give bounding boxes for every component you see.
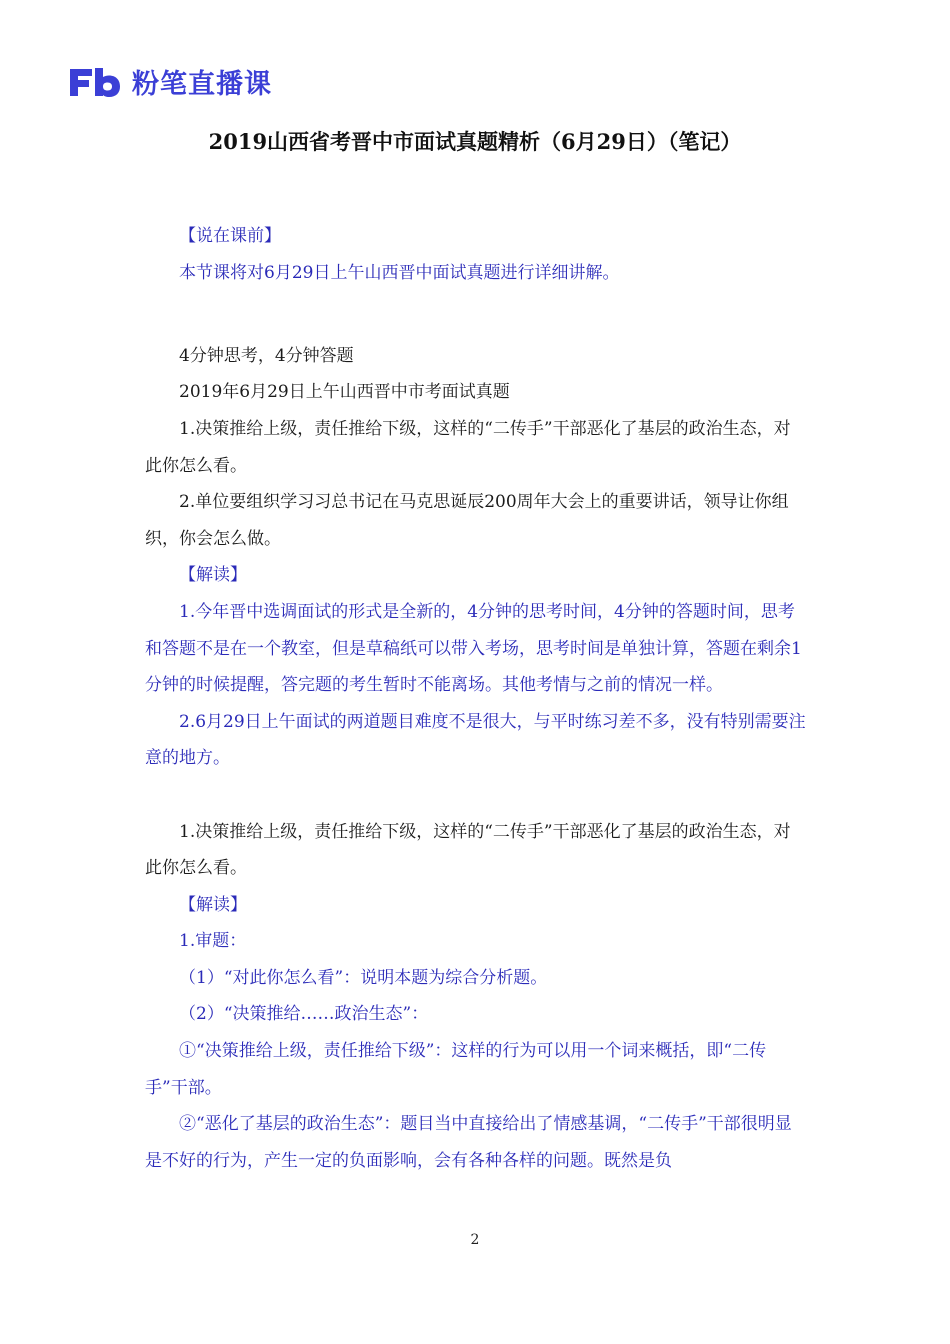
exam-format: 4分钟思考，4分钟答题 <box>179 345 354 366</box>
analysis-line: 1.审题： <box>179 931 247 952</box>
spacer <box>145 328 807 338</box>
reading-heading: 【解读】 <box>179 565 247 586</box>
analysis-line: （1）“对此你怎么看”：说明本题为综合分析题。 <box>179 967 548 988</box>
spacer <box>145 777 807 814</box>
logo-text: 粉笔直播课 <box>132 69 272 100</box>
analysis-line: （2）“决策推给……政治生态”： <box>179 1004 429 1025</box>
section-reading-heading: 【解读】 <box>179 894 247 915</box>
fb-logo-icon <box>66 65 124 99</box>
reading-paragraph: 2.6月29日上午面试的两道题目难度不是很大，与平时练习差不多，没有特别需要注意的地方。 <box>145 711 806 769</box>
brand-logo <box>66 62 272 101</box>
intro-text: 本节课将对6月29日上午山西晋中面试真题进行详细讲解。 <box>179 262 620 283</box>
document-title: 2019山西省考晋中市面试真题精析（6月29日）（笔记） <box>208 129 742 154</box>
intro-heading: 【说在课前】 <box>179 226 281 246</box>
reading-paragraph: 1.今年晋中选调面试的形式是全新的，4分钟的思考时间，4分钟的答题时间，思考和答题不是在一个教室，但是草稿纸可以带入考场，思考时间是单独计算，答题在剩余1分钟的时候提醒，答完题的考生暂时不能离场。其他考情与之前的情况一样。 <box>145 601 802 696</box>
exam-source: 2019年6月29日上午山西晋中市考面试真题 <box>179 382 510 403</box>
analysis-line: ①“决策推给上级，责任推给下级”：这样的行为可以用一个词来概括，即“二传手”干部。 <box>145 1041 767 1098</box>
page-number: 2 <box>470 1232 480 1248</box>
question-1: 1.决策推给上级，责任推给下级，这样的“二传手”干部恶化了基层的政治生态，对此你怎么看。 <box>145 418 791 476</box>
section-question: 1.决策推给上级，责任推给下级，这样的“二传手”干部恶化了基层的政治生态，对此你怎么看。 <box>145 821 791 879</box>
analysis-line: ②“恶化了基层的政治生态”：题目当中直接给出了情感基调，“二传手”干部很明显是不好的行为，产生一定的负面影响，会有各种各样的问题。既然是负 <box>145 1114 792 1171</box>
spacer <box>145 291 807 328</box>
question-2: 2.单位要组织学习习总书记在马克思诞辰200周年大会上的重要讲话，领导让你组织，你会怎么做。 <box>145 492 789 549</box>
document-body <box>145 218 807 1179</box>
